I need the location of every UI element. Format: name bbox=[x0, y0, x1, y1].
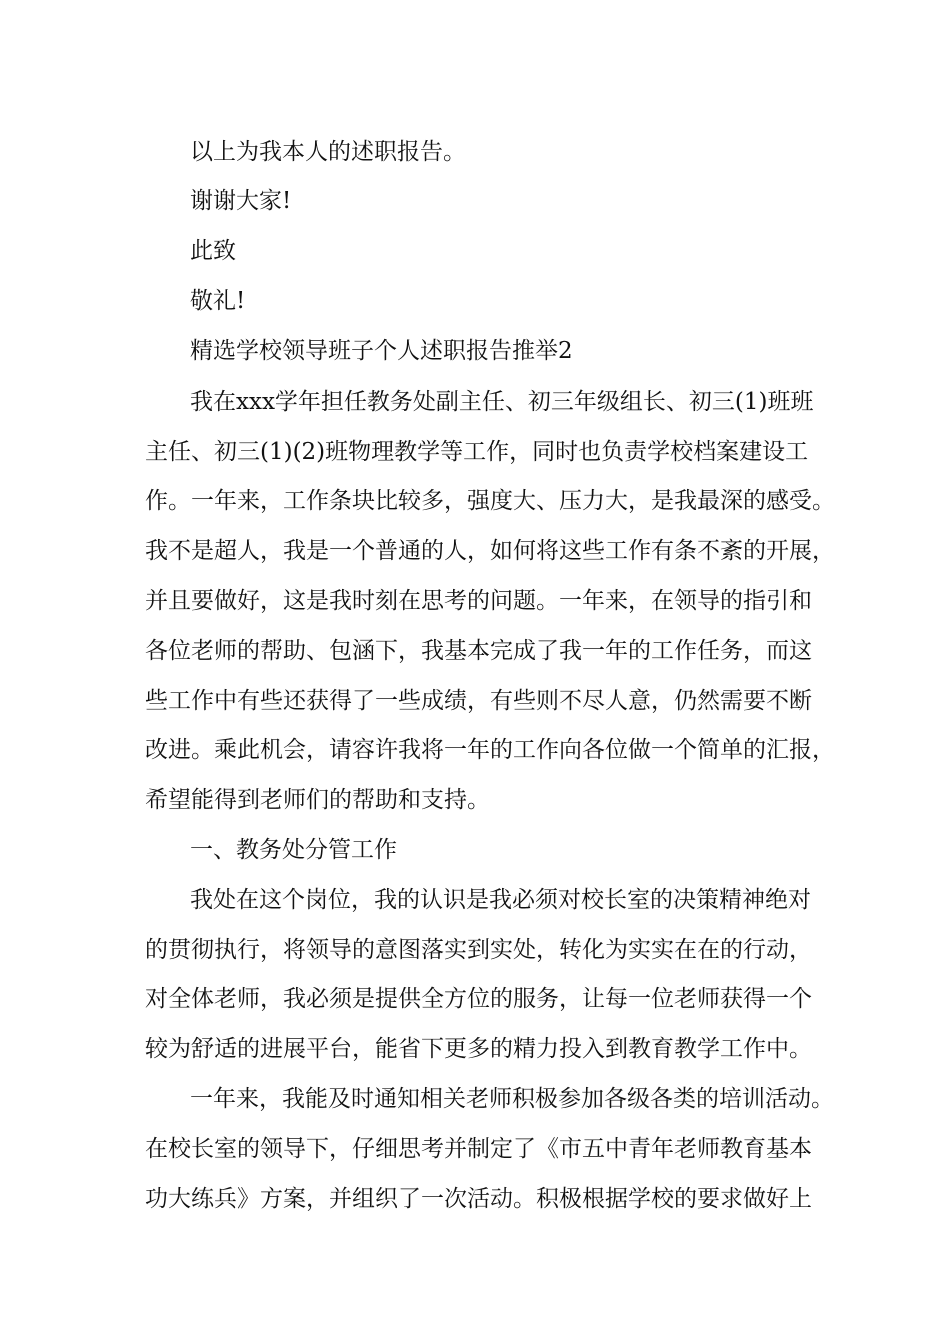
section-title: 精选学校领导班子个人述职报告推举2 bbox=[190, 338, 573, 364]
paragraph-line: 我处在这个岗位，我的认识是我必须对校长室的决策精神绝对 bbox=[190, 887, 811, 913]
paragraph-line: 我不是超人，我是一个普通的人，如何将这些工作有条不紊的开展， bbox=[145, 538, 835, 564]
thanks-line: 谢谢大家! bbox=[190, 188, 292, 214]
closing-line: 以上为我本人的述职报告。 bbox=[190, 139, 466, 165]
paragraph-line: 些工作中有些还获得了一些成绩，有些则不尽人意，仍然需要不断 bbox=[145, 688, 812, 714]
paragraph-line: 各位老师的帮助、包涵下，我基本完成了我一年的工作任务，而这 bbox=[145, 638, 812, 664]
paragraph-line: 希望能得到老师们的帮助和支持。 bbox=[145, 787, 490, 813]
paragraph-line: 作。一年来，工作条块比较多，强度大、压力大，是我最深的感受。 bbox=[145, 488, 835, 514]
paragraph-line: 在校长室的领导下，仔细思考并制定了《市五中青年老师教育基本 bbox=[145, 1136, 812, 1162]
paragraph-line: 对全体老师，我必须是提供全方位的服务，让每一位老师获得一个 bbox=[145, 986, 812, 1012]
paragraph-line: 改进。乘此机会，请容许我将一年的工作向各位做一个简单的汇报， bbox=[145, 737, 835, 763]
subsection-heading: 一、教务处分管工作 bbox=[190, 837, 397, 863]
paragraph-line: 并且要做好，这是我时刻在思考的问题。一年来，在领导的指引和 bbox=[145, 588, 812, 614]
paragraph-line: 功大练兵》方案，并组织了一次活动。积极根据学校的要求做好上 bbox=[145, 1186, 812, 1212]
salutation-line-2: 敬礼! bbox=[190, 288, 246, 314]
paragraph-line: 我在xxx学年担任教务处副主任、初三年级组长、初三(1)班班 bbox=[190, 389, 814, 415]
paragraph-line: 的贯彻执行，将领导的意图落实到实处，转化为实实在在的行动， bbox=[145, 937, 812, 963]
paragraph-line: 主任、初三(1)(2)班物理教学等工作，同时也负责学校档案建设工 bbox=[145, 439, 809, 465]
paragraph-line: 较为舒适的进展平台，能省下更多的精力投入到教育教学工作中。 bbox=[145, 1036, 812, 1062]
salutation-line: 此致 bbox=[190, 238, 236, 264]
paragraph-line: 一年来，我能及时通知相关老师积极参加各级各类的培训活动。 bbox=[190, 1086, 834, 1112]
